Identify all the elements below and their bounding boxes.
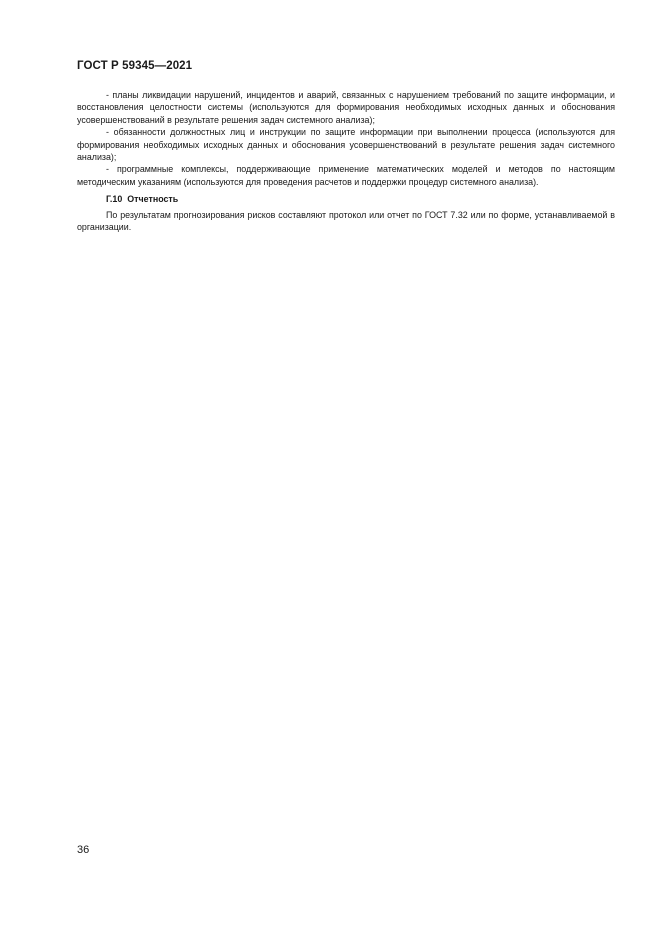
list-item: - обязанности должностных лиц и инструкции по защите информации при выполнении процесса (используются для формирования необходимых исходных данных и обоснования усовершенствований в результате решения задач системного анализа);: [77, 127, 615, 163]
section-title: Отчетность: [127, 194, 179, 205]
list-item: - программные комплексы, поддерживающие применение математических моделей и методов по настоящим методическим указаниям (используются для проведения расчетов и поддержки процедур системного анализа).: [77, 164, 615, 187]
list-item: - планы ликвидации нарушений, инцидентов и аварий, связанных с нарушением требований по защите информации, и восстановления целостности системы (используются для формирования необходимых исходных данных и обоснования усовершенствований в результате решения задач системного анализа);: [77, 90, 615, 125]
page-number: 36: [77, 844, 90, 856]
section-paragraph: По результатам прогнозирования рисков составляют протокол или отчет по ГОСТ 7.32 или по форме, устанавливаемой в организации.: [77, 209, 615, 233]
section-heading: [77, 193, 615, 205]
document-code-header: ГОСТ Р 59345—2021: [77, 60, 193, 72]
page-content: [77, 89, 615, 233]
section-number: Г.10: [106, 194, 123, 205]
